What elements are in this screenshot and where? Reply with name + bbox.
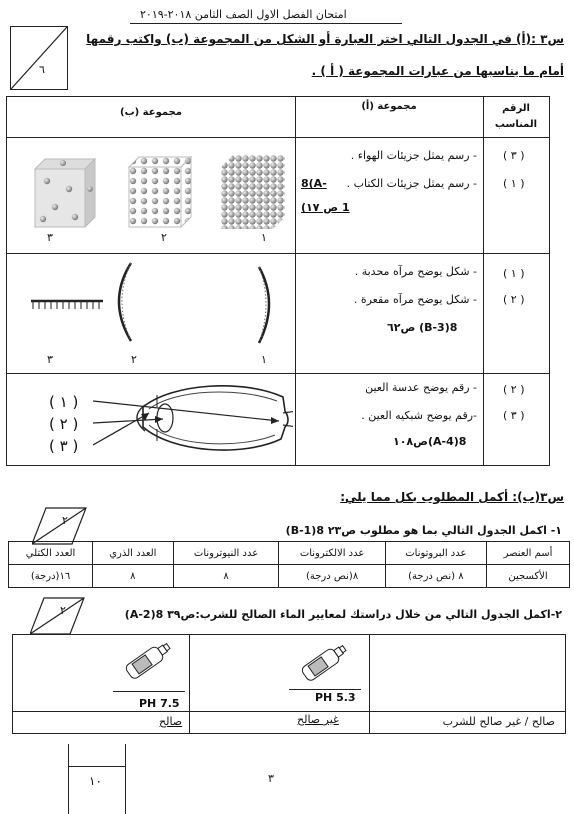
score-box-q3b2: [30, 596, 82, 634]
total-score-box: [68, 744, 126, 814]
atom-cell-protons: ٨ (نص درجة): [385, 565, 486, 588]
row3-statement-1: - رقم يوضح عدسة العين: [365, 381, 477, 394]
ph-value-2: PH 7.5: [139, 697, 180, 710]
row1-fig-num-3: ٣: [47, 231, 53, 244]
row1-fig-num-2: ٢: [161, 231, 167, 244]
row2-fig-num-1: ١: [261, 353, 267, 366]
row2-ref: 8(B-3) ص٦٢: [387, 321, 458, 334]
eye-label-2: ( ٢ ): [49, 415, 79, 433]
atom-cell-electrons: ٨(نص درجة): [279, 565, 385, 588]
row3-answer-1: ( ٢ ): [503, 383, 525, 396]
atom-table: [8, 541, 570, 588]
header-group-a: مجموعة (أ): [361, 101, 417, 112]
q3b-item1: ١- اكمل الجدول التالي بما هو مطلوب ص٢٣ 8(B-1): [285, 524, 562, 537]
row1-statement-1: - رسم يمثل جزيئات الهواء .: [350, 149, 477, 162]
exam-title: امتحان الفصل الاول الصف الثامن ٢٠١٨-٢٠١٩: [140, 8, 347, 21]
score-q3b: ٢: [62, 514, 68, 527]
atom-col-electrons: عدد الالكترونات: [279, 542, 385, 565]
q3a-instruction: س٣ :(أ) في الجدول التالي اختر العبارة أو الشكل من المجموعة (ب) واكتب رقمها: [86, 32, 564, 46]
q3b2-title: ٢-اكمل الجدول التالي من خلال دراستك لمعايير الماء الصالح للشرب:ص٣٩ 8(A-2): [124, 608, 562, 621]
row2-statement-1: - شكل يوضح مرآه محدبة .: [354, 265, 477, 278]
atom-col-protons: عدد البروتونات: [385, 542, 486, 565]
atom-cell-mass-number: ١٦(درجة): [9, 565, 93, 588]
particle-cubes-figure: [25, 149, 287, 235]
score-box-q3a: [10, 26, 68, 90]
row2-statement-2: - شكل يوضح مرآه مقعرة .: [353, 293, 477, 306]
bottle-icon-2: [117, 641, 177, 681]
score-box-q3b: [32, 506, 84, 544]
row3-ref: 8(A-4)ص١٠٨: [393, 435, 467, 448]
row1-statement-2: - رسم يمثل جزيئات الكتاب .: [346, 177, 477, 190]
row2-answer-1: ( ١ ): [503, 267, 525, 280]
bottle-icon-1: [293, 643, 353, 683]
water-row-label: صالح / غير صالح للشرب: [442, 715, 555, 728]
row1-fig-num-1: ١: [261, 231, 267, 244]
atom-col-neutrons: عدد النيوترونات: [173, 542, 279, 565]
page-number: ٣: [268, 772, 274, 785]
score-q3a: ٦: [39, 63, 45, 76]
eye-label-1: ( ١ ): [49, 393, 79, 411]
header-group-b: مجموعة (ب): [120, 107, 182, 118]
row1-ref-b: 1 ص ١٧): [301, 201, 350, 214]
atom-cell-atomic-number: ٨: [93, 565, 174, 588]
q3b-title: س٣(ب): أكمل المطلوب بكل مما يلي:: [340, 490, 564, 504]
row3-answer-2: ( ٣ ): [503, 409, 525, 422]
atom-cell-element: الأكسجين: [487, 565, 570, 588]
q3a-sub: أمام ما يناسبها من عبارات المجموعة ( أ ) .: [311, 64, 564, 78]
title-underline: [130, 23, 402, 24]
row2-fig-num-2: ٢: [131, 353, 137, 366]
row2-answer-2: ( ٢ ): [503, 293, 525, 306]
row2-fig-num-3: ٣: [47, 353, 53, 366]
matching-table: [6, 96, 550, 466]
mirrors-figure: [21, 257, 287, 353]
eye-label-3: ( ٣ ): [49, 437, 79, 455]
water-table: [12, 634, 566, 734]
total-score: ١٠: [89, 774, 102, 788]
row1-answer-2: ( ١ ): [503, 177, 525, 190]
water-answer-1: غير صالح: [297, 713, 339, 726]
water-answer-2: صالح: [159, 715, 183, 728]
row1-ref-a: 8(A-: [301, 177, 327, 190]
atom-col-element: أسم العنصر: [487, 542, 570, 565]
row3-statement-2: -رقم يوضح شبكيه العين .: [361, 409, 477, 422]
row1-answer-1: ( ٣ ): [503, 149, 525, 162]
eye-diagram: [93, 377, 293, 459]
ph-value-1: PH 5.3: [315, 691, 356, 704]
atom-col-mass-number: العدد الكتلي: [9, 542, 93, 565]
atom-col-atomic-number: العدد الذري: [93, 542, 174, 565]
atom-cell-neutrons: ٨: [173, 565, 279, 588]
header-number: الرقم المناسب: [494, 103, 538, 130]
score-q3b2: ٢: [60, 604, 66, 617]
